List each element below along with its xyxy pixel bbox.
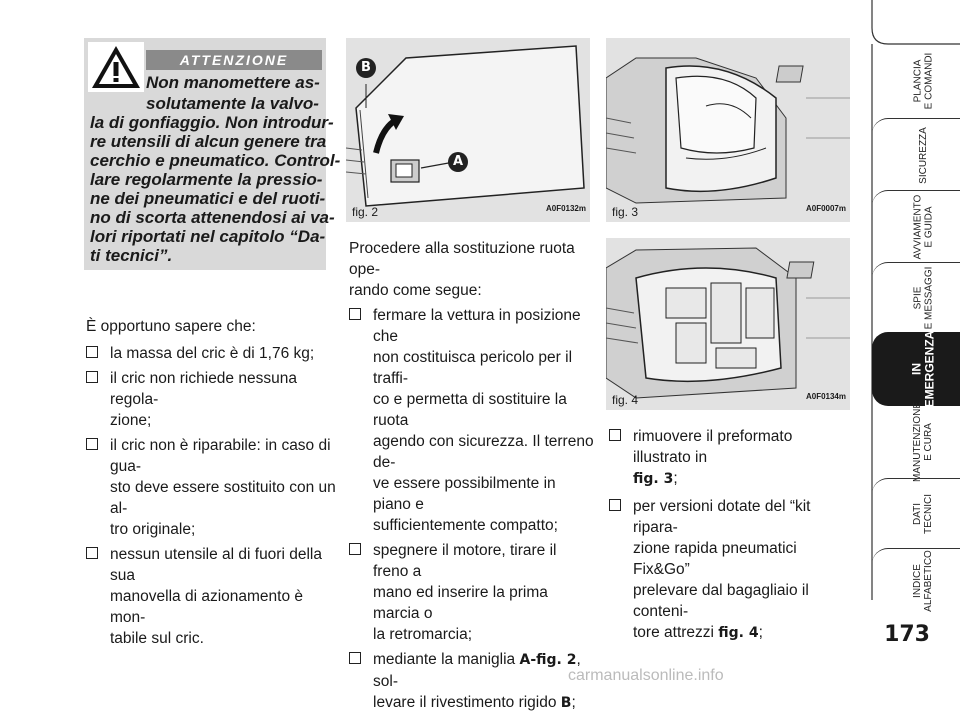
column-2 [349, 238, 594, 714]
tab-label: SPIE E MESSAGGI [912, 266, 935, 330]
figure-reference: B [560, 695, 572, 711]
tab-sicurezza[interactable] [872, 118, 960, 191]
tab-label: INDICE ALFABETICO [912, 550, 934, 612]
figure-code: A0F0132m [545, 204, 586, 213]
checkbox-bullet-icon [609, 429, 621, 441]
bullet-text: co e permetta di sostituire la ruota [373, 391, 567, 429]
bullet-text: la massa del cric è di 1,76 kg; [110, 345, 315, 362]
callout-a: A [453, 154, 464, 169]
intro-line: Procedere alla sostituzione ruota ope- [349, 240, 575, 278]
bullet-item [349, 305, 594, 536]
bullet-text: per versioni dotate del “kit ripara- [633, 498, 811, 536]
tab-spie-e-messaggi[interactable] [872, 262, 960, 333]
bullet-text: levare il rivestimento rigido [373, 694, 561, 711]
tool-container-illustration [606, 238, 850, 410]
bullet-text: agendo con sicurezza. Il terreno de- [373, 433, 594, 471]
figure-label: fig. 4 [612, 393, 639, 407]
tab-label: MANUTENZIONE E CURA [912, 402, 934, 482]
bullet-item [349, 540, 594, 645]
bullet-text: nessun utensile al di fuori della sua [110, 546, 322, 584]
tab-dati-tecnici[interactable] [872, 478, 960, 549]
figure-label: fig. 2 [352, 205, 379, 219]
bullet-text: tro originale; [110, 521, 196, 538]
checkbox-bullet-icon [349, 543, 361, 555]
figure-code: A0F0134m [805, 392, 846, 401]
tab-label: SICUREZZA [917, 126, 929, 184]
warning-line: la di gonfiaggio. Non introdur- [90, 113, 334, 132]
tab-avviamento-e-guida[interactable] [872, 190, 960, 263]
bullet-text: tore attrezzi [633, 624, 719, 641]
bullet-text: , sol- [373, 651, 581, 690]
warning-line: lare regolarmente la pressio- [90, 170, 323, 189]
bullet-text: manovella di azionamento è mon- [110, 588, 304, 626]
column-1 [86, 316, 336, 649]
bullet-item [609, 496, 854, 644]
warning-line: solutamente la valvo- [146, 94, 319, 113]
trunk-floor-illustration [346, 38, 590, 222]
bullet-text: mediante la maniglia [373, 651, 520, 668]
page-number: 173 [884, 622, 930, 647]
bullet-text: ; [571, 694, 576, 711]
bullet-item [86, 435, 336, 540]
tab-label: IN EMERGENZA [909, 330, 937, 408]
figure-reference: fig. 4 [718, 625, 759, 641]
trunk-preform-illustration [606, 38, 850, 222]
bullet-item [86, 368, 336, 431]
checkbox-bullet-icon [86, 438, 98, 450]
bullet-text: zione; [110, 412, 152, 429]
bullet-text: ve essere possibilmente in piano e [373, 475, 556, 513]
tab-in-emergenza[interactable] [872, 332, 960, 406]
checkbox-bullet-icon [86, 547, 98, 559]
bullet-text: non costituisca pericolo per il traffi- [373, 349, 573, 387]
warning-line: cerchio e pneumatico. Control- [90, 151, 341, 170]
checkbox-bullet-icon [86, 371, 98, 383]
bullet-text: prelevare dal bagagliaio il conteni- [633, 582, 809, 620]
bullet-item [349, 649, 594, 714]
tab-label: PLANCIA E COMANDI [911, 52, 934, 110]
warning-line: re utensili di alcun genere tra [90, 132, 327, 151]
figure-label: fig. 3 [612, 205, 639, 219]
bullet-text: spegnere il motore, tirare il freno a [373, 542, 557, 580]
watermark: carmanualsonline.info [568, 667, 724, 684]
warning-line: no di scorta attenendosi ai va- [90, 208, 335, 227]
bullet-text: mano ed inserire la prima marcia o [373, 584, 548, 622]
bullet-text: ; [673, 470, 678, 487]
bullet-text: ; [758, 624, 763, 641]
bullet-item [86, 544, 336, 649]
bullet-text: rimuovere il preformato illustrato in [633, 428, 793, 466]
bullet-text: zione rapida pneumatici Fix&Go” [633, 540, 797, 578]
checkbox-bullet-icon [86, 346, 98, 358]
tab-plancia-e-comandi[interactable] [872, 44, 960, 118]
bullet-text: sufficientemente compatto; [373, 517, 558, 534]
warning-line: ti tecnici”. [90, 246, 173, 265]
checkbox-bullet-icon [349, 652, 361, 664]
checkbox-bullet-icon [349, 308, 361, 320]
column-3 [609, 426, 854, 644]
figure-code: A0F0007m [805, 204, 846, 213]
warning-triangle-icon [88, 42, 144, 92]
tab-manutenzione-e-cura[interactable] [872, 402, 960, 482]
warning-line: ne dei pneumatici e del ruoti- [90, 189, 326, 208]
bullet-text: tabile sul cric. [110, 630, 204, 647]
bullet-text: sto deve essere sostituito con un al- [110, 479, 336, 517]
intro-text: È opportuno sapere che: [86, 318, 256, 335]
warning-line: Non manomettere as- [146, 73, 320, 92]
warning-title: ATTENZIONE [179, 52, 289, 68]
tab-indice-alfabetico[interactable] [872, 548, 960, 613]
figure-reference: A-fig. 2 [519, 652, 577, 668]
bullet-item [609, 426, 854, 490]
bullet-item [86, 343, 336, 364]
procedure-intro [349, 238, 594, 301]
intro-line: rando come segue: [349, 282, 482, 299]
tab-label: AVVIAMENTO E GUIDA [912, 194, 934, 260]
figure-2 [346, 38, 590, 222]
figure-reference: fig. 3 [633, 471, 674, 487]
figure-4 [606, 238, 850, 410]
bullet-text: il cric non è riparabile: in caso di gua- [110, 437, 331, 475]
tab-label: DATI TECNICI [912, 494, 934, 534]
figure-3 [606, 38, 850, 222]
warning-line: lori riportati nel capitolo “Da- [90, 227, 326, 246]
bullet-text: fermare la vettura in posizione che [373, 307, 581, 345]
bullet-text: la retromarcia; [373, 626, 473, 643]
checkbox-bullet-icon [609, 499, 621, 511]
callout-b: B [361, 60, 371, 75]
bullet-text: il cric non richiede nessuna regola- [110, 370, 297, 408]
